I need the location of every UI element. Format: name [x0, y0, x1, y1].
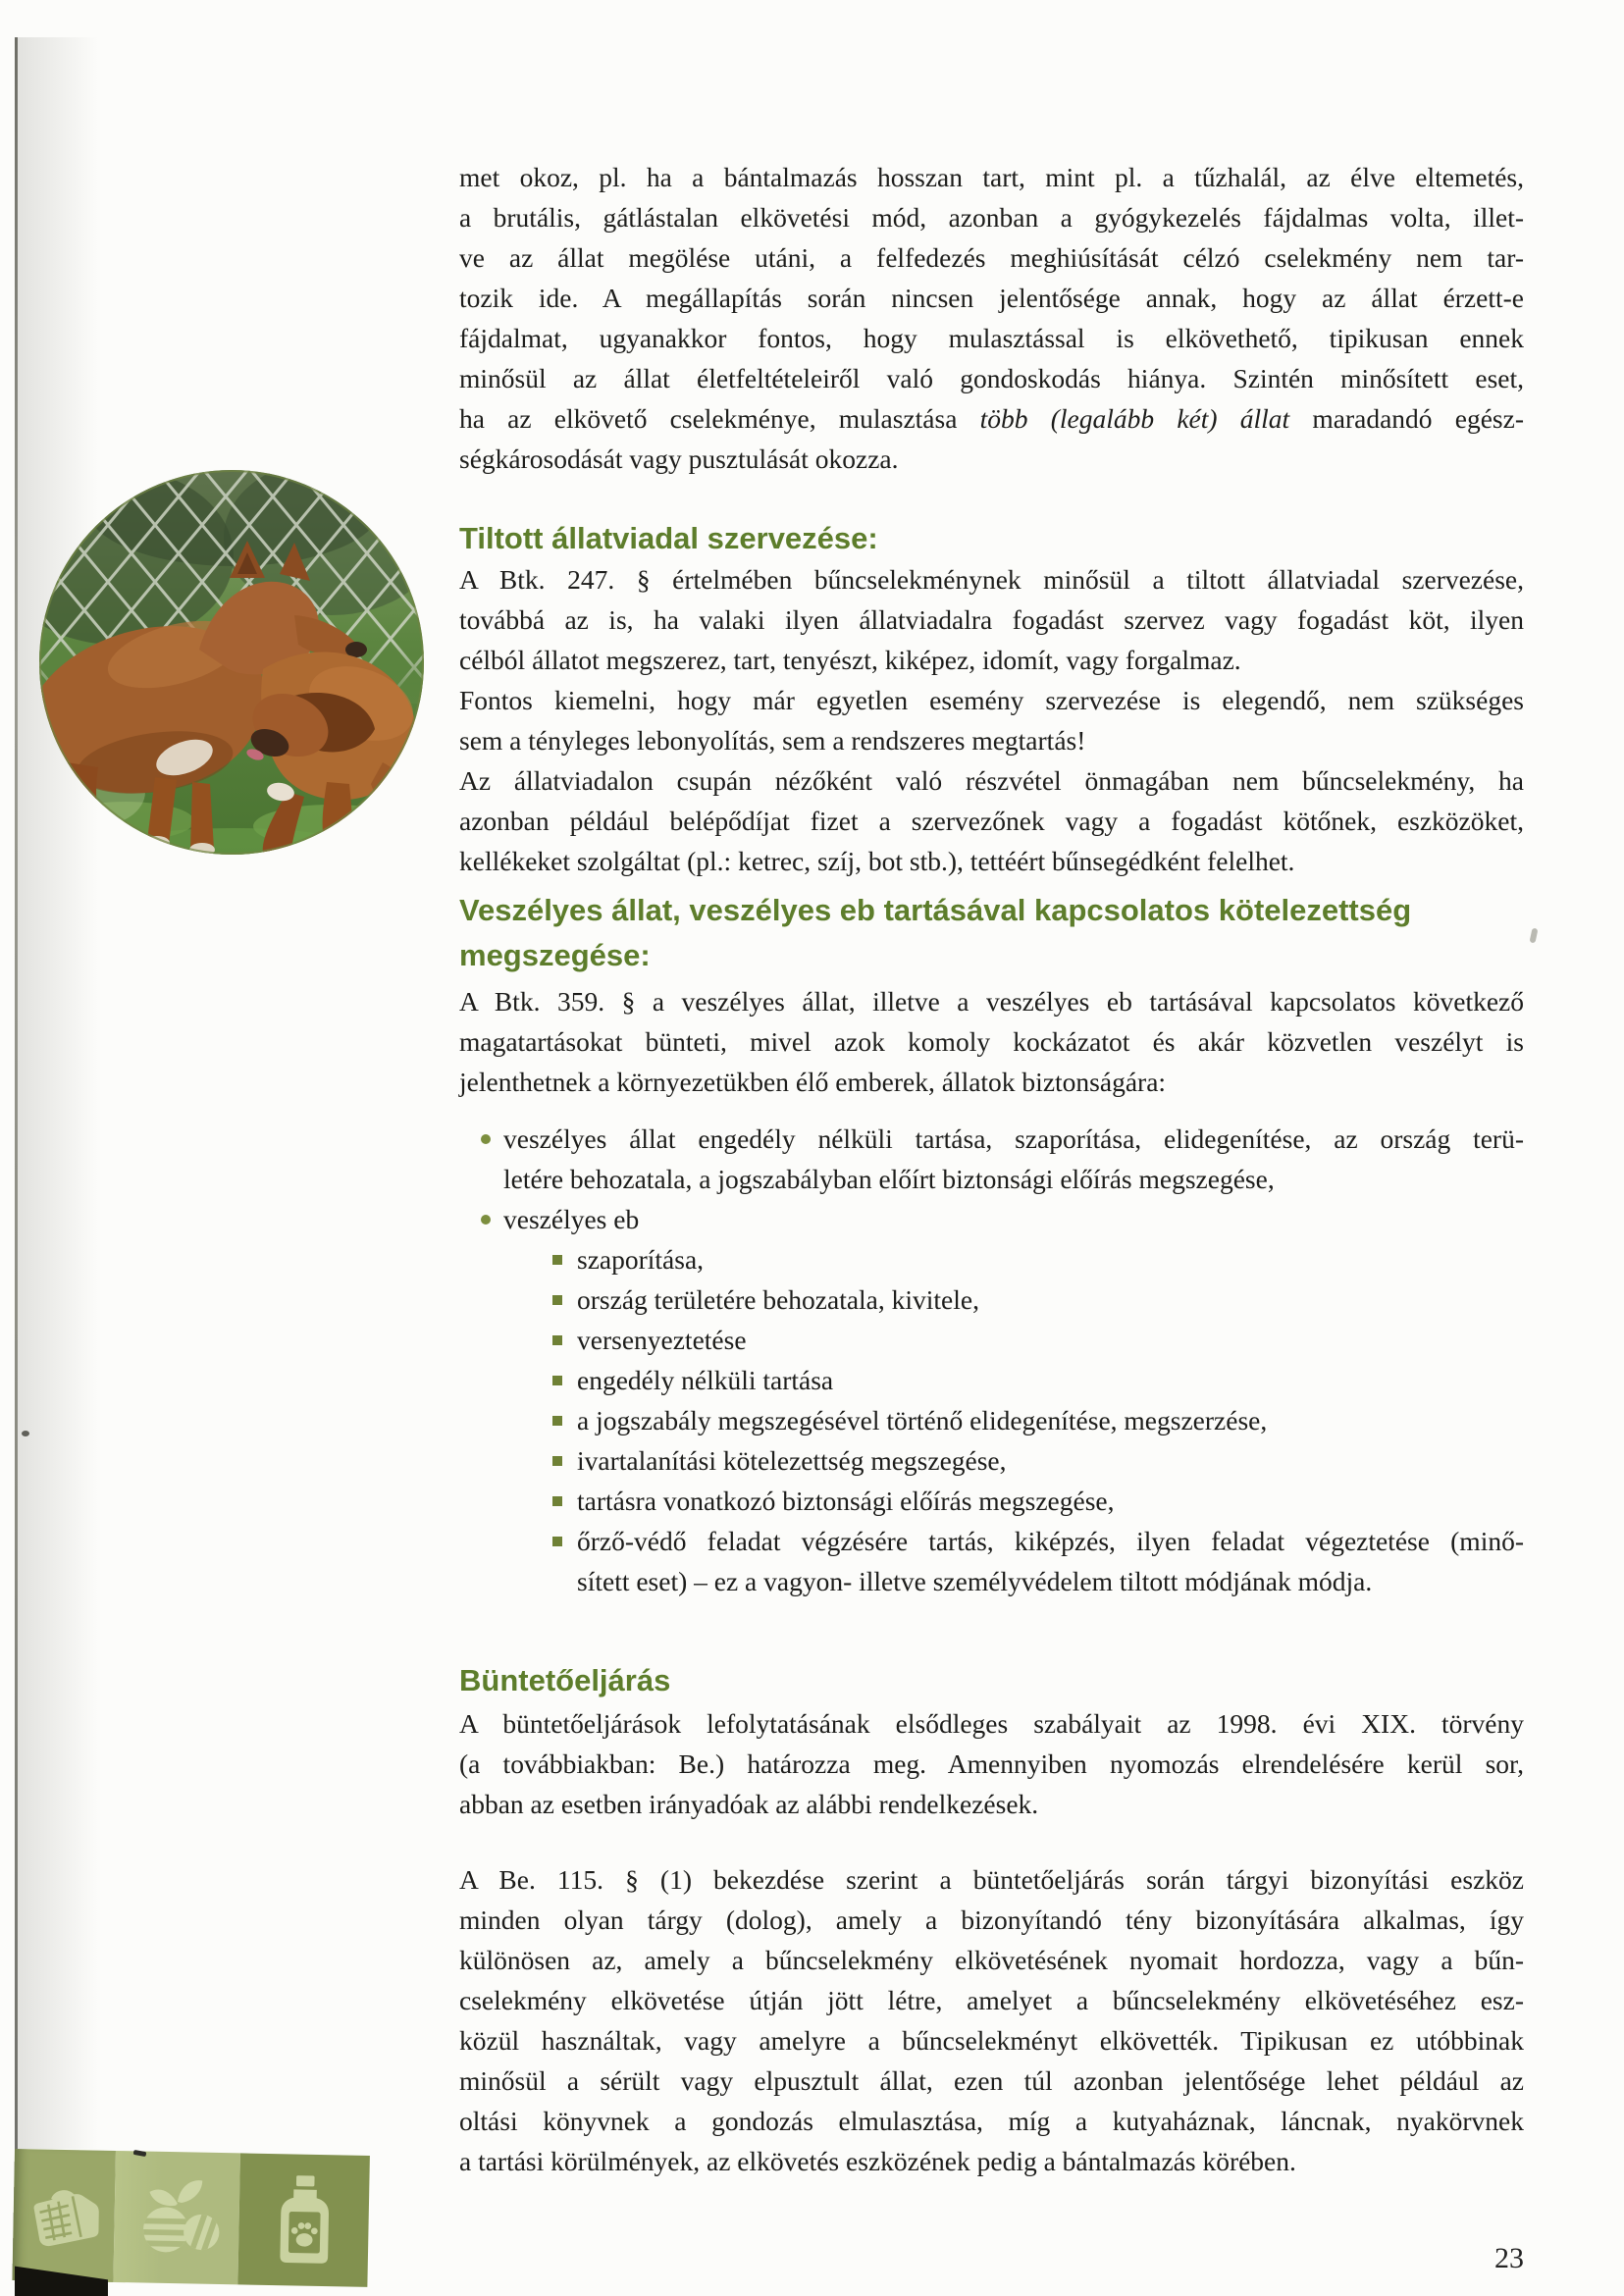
text-line: kellékeket szolgáltat (pl.: ketrec, szíj, bot stb.), tettéért bűnsegédként felelhet. — [459, 846, 1295, 876]
bullet-square-icon — [552, 1376, 562, 1385]
bullet-text — [577, 1481, 1524, 1521]
bullet-dot-icon — [481, 1215, 491, 1225]
footer-tile — [12, 2149, 116, 2282]
sub-bullet-item — [459, 1440, 1524, 1481]
text-line: ivartalanítási kötelezettség megszegése, — [577, 1445, 1007, 1476]
bullet-text — [503, 1119, 1524, 1199]
text-line: letére behozatala, a jogszabályban előírt biztonsági előírás megszegése, — [503, 1164, 1275, 1194]
text-line: met okoz, pl. ha a bántalmazás hosszan tart, mint pl. a tűzhalál, az élve eltemetés, — [459, 162, 1524, 192]
bullet-text — [577, 1440, 1524, 1481]
text-line: versenyeztetése — [577, 1325, 747, 1355]
text-line: sített eset) – ez a vagyon- illetve személyvédelem tiltott módjának módja. — [577, 1566, 1373, 1596]
text-line: őrző-védő feladat végzésére tartás, kiképzés, ilyen feladat végeztetése (minő- — [577, 1526, 1524, 1556]
text-line: A Be. 115. § (1) bekezdése szerint a büntetőeljárás során tárgyi bizonyítási eszköz — [459, 1864, 1524, 1895]
text-line: közül használtak, vagy amelyre a bűncselekményt elkövették. Tipikusan ez utóbbinak — [459, 2025, 1524, 2056]
paragraph — [459, 559, 1524, 680]
text-line: a tartási körülmények, az elkövetés eszközének pedig a bántalmazás körében. — [459, 2146, 1296, 2176]
bullet-dot-icon — [481, 1134, 491, 1144]
text-line: A Btk. 247. § értelmében bűncselekménynek minősül a tiltott állatviadal szervezése, — [459, 564, 1524, 595]
bullet-item — [459, 1199, 1524, 1239]
text-line: A Btk. 359. § a veszélyes állat, illetve a veszélyes eb tartásával kapcsolatos következő — [459, 986, 1524, 1017]
ink-speck — [22, 1431, 29, 1436]
bullet-square-icon — [552, 1496, 562, 1506]
pet-carrier-icon — [20, 2175, 108, 2256]
bullet-text — [577, 1360, 1524, 1400]
text-line: A büntetőeljárások lefolytatásának elsődleges szabályait az 1998. évi XIX. törvény — [459, 1708, 1524, 1739]
text-line: Fontos kiemelni, hogy már egyetlen esemény szervezése is elegendő, nem szükséges — [459, 685, 1524, 715]
text-line: a jogszabály megszegésével történő elidegenítése, megszerzése, — [577, 1405, 1268, 1435]
sub-bullet-item — [459, 1279, 1524, 1320]
sub-bullet-item — [459, 1481, 1524, 1521]
text-line: jelenthetnek a környezetükben élő emberek, állatok biztonságára: — [459, 1067, 1167, 1097]
text-line: Az állatviadalon csupán nézőként való részvétel önmagában nem bűncselekmény, ha — [459, 765, 1524, 796]
bullet-text — [503, 1199, 1524, 1239]
bullet-text — [577, 1521, 1524, 1601]
text-line: engedély nélküli tartása — [577, 1365, 834, 1395]
footer-icon-band — [12, 2149, 370, 2287]
text-line: Veszélyes állat, veszélyes eb tartásával kapcsolatos kötelezettség — [459, 893, 1412, 927]
bullet-square-icon — [552, 1255, 562, 1265]
stray-mark — [1530, 928, 1539, 944]
bullet-text — [577, 1239, 1524, 1279]
bullet-text — [577, 1400, 1524, 1440]
bullet-square-icon — [552, 1537, 562, 1546]
text-line: azonban például belépődíjat fizet a szervezőnek vagy a fogadást kötőnek, eszközöket, — [459, 806, 1524, 836]
footer-tile — [237, 2153, 370, 2287]
bullet-item — [459, 1119, 1524, 1199]
text-line: veszélyes eb — [503, 1204, 640, 1234]
sub-bullet-item — [459, 1239, 1524, 1279]
paragraph — [459, 1703, 1524, 1824]
text-line: oltási könyvnek a gondozás elmulasztása, míg a kutyaháznak, láncnak, nyakörvnek — [459, 2106, 1524, 2136]
pet-toys-icon — [129, 2174, 225, 2261]
paragraph — [459, 1859, 1524, 2181]
section-animal-fight-body — [459, 559, 1524, 881]
sub-bullet-item — [459, 1360, 1524, 1400]
paragraph-intro — [459, 157, 1524, 479]
shampoo-bottle-icon — [262, 2165, 346, 2276]
text-line: ségkárosodását vagy pusztulását okozza. — [459, 444, 899, 474]
bullet-square-icon — [552, 1456, 562, 1466]
sub-bullet-item — [459, 1400, 1524, 1440]
dogs-fighting-illustration — [37, 468, 426, 857]
text-line: fájdalmat, ugyanakkor fontos, hogy mulasztással is elkövethető, tipikusan ennek — [459, 323, 1524, 353]
bullet-square-icon — [552, 1335, 562, 1345]
paragraph — [459, 680, 1524, 760]
text-line: (a továbbiakban: Be.) határozza meg. Amennyiben nyomozás elrendelésére kerül sor, — [459, 1748, 1524, 1779]
text-line: ve az állat megölése utáni, a felfedezés meghiúsítását célzó cselekmény nem tar- — [459, 242, 1524, 273]
text-line: megszegése: — [459, 938, 651, 972]
text-line: a brutális, gátlástalan elkövetési mód, azonban a gyógykezelés fájdalmas volta, illet- — [459, 202, 1524, 233]
page-number: 23 — [1494, 2242, 1524, 2274]
text-line: cselekmény elkövetése útján jött létre, amelyet a bűncselekmény elkövetéséhez esz- — [459, 1985, 1524, 2015]
text-line: minősül az állat életfeltételeiről való gondoskodás hiánya. Szintén minősített eset, — [459, 363, 1524, 393]
text-line: sem a tényleges lebonyolítás, sem a rendszeres megtartás! — [459, 725, 1086, 756]
bullet-square-icon — [552, 1295, 562, 1305]
text-line: ha az elkövető cselekménye, mulasztása több (legalább két) állat maradandó egész- — [459, 403, 1524, 434]
text-line: minden olyan tárgy (dolog), amely a bizonyítandó tény bizonyítására alkalmas, így — [459, 1905, 1524, 1935]
bullet-text — [577, 1279, 1524, 1320]
section-heading-criminal-procedure: Büntetőeljárás — [459, 1663, 671, 1697]
bullet-square-icon — [552, 1416, 562, 1426]
paragraph — [459, 981, 1524, 1102]
sub-bullet-item — [459, 1521, 1524, 1601]
text-line: tartásra vonatkozó biztonsági előírás megszegése, — [577, 1486, 1115, 1516]
dog-fight-photo — [37, 468, 426, 857]
section-heading-dangerous-animal — [459, 888, 1524, 978]
bullet-text — [577, 1320, 1524, 1360]
paragraph — [459, 760, 1524, 881]
text-line: ország területére behozatala, kivitele, — [577, 1284, 979, 1315]
text-line: abban az esetben irányadóak az alábbi rendelkezések. — [459, 1789, 1039, 1819]
section-heading-animal-fight: Tiltott állatviadal szervezése: — [459, 521, 878, 555]
sub-bullet-item — [459, 1320, 1524, 1360]
footer-tile — [113, 2151, 240, 2284]
text-line: veszélyes állat engedély nélküli tartása, szaporítása, elidegenítése, az ország terü- — [503, 1123, 1524, 1154]
text-line: különösen az, amely a bűncselekmény elkövetésének nyomait hordozza, vagy a bűn- — [459, 1945, 1524, 1975]
text-line: célból állatot megszerez, tart, tenyészt, kiképez, idomít, vagy forgalmaz. — [459, 645, 1241, 675]
bullet-list — [459, 1119, 1524, 1601]
text-line: továbbá az is, ha valaki ilyen állatviadalra fogadást szervez vagy fogadást köt, ilyen — [459, 604, 1524, 635]
page-edge-shadow — [18, 37, 98, 2149]
text-line: minősül a sérült vagy elpusztult állat, ezen túl azonban jelentősége lehet például az — [459, 2065, 1524, 2096]
text-line: tozik ide. A megállapítás során nincsen jelentősége annak, hogy az állat érzett-e — [459, 283, 1524, 313]
text-line: magatartásokat bünteti, mivel azok komoly kockázatot és akár közvetlen veszélyt is — [459, 1026, 1524, 1057]
text-line: szaporítása, — [577, 1244, 705, 1275]
